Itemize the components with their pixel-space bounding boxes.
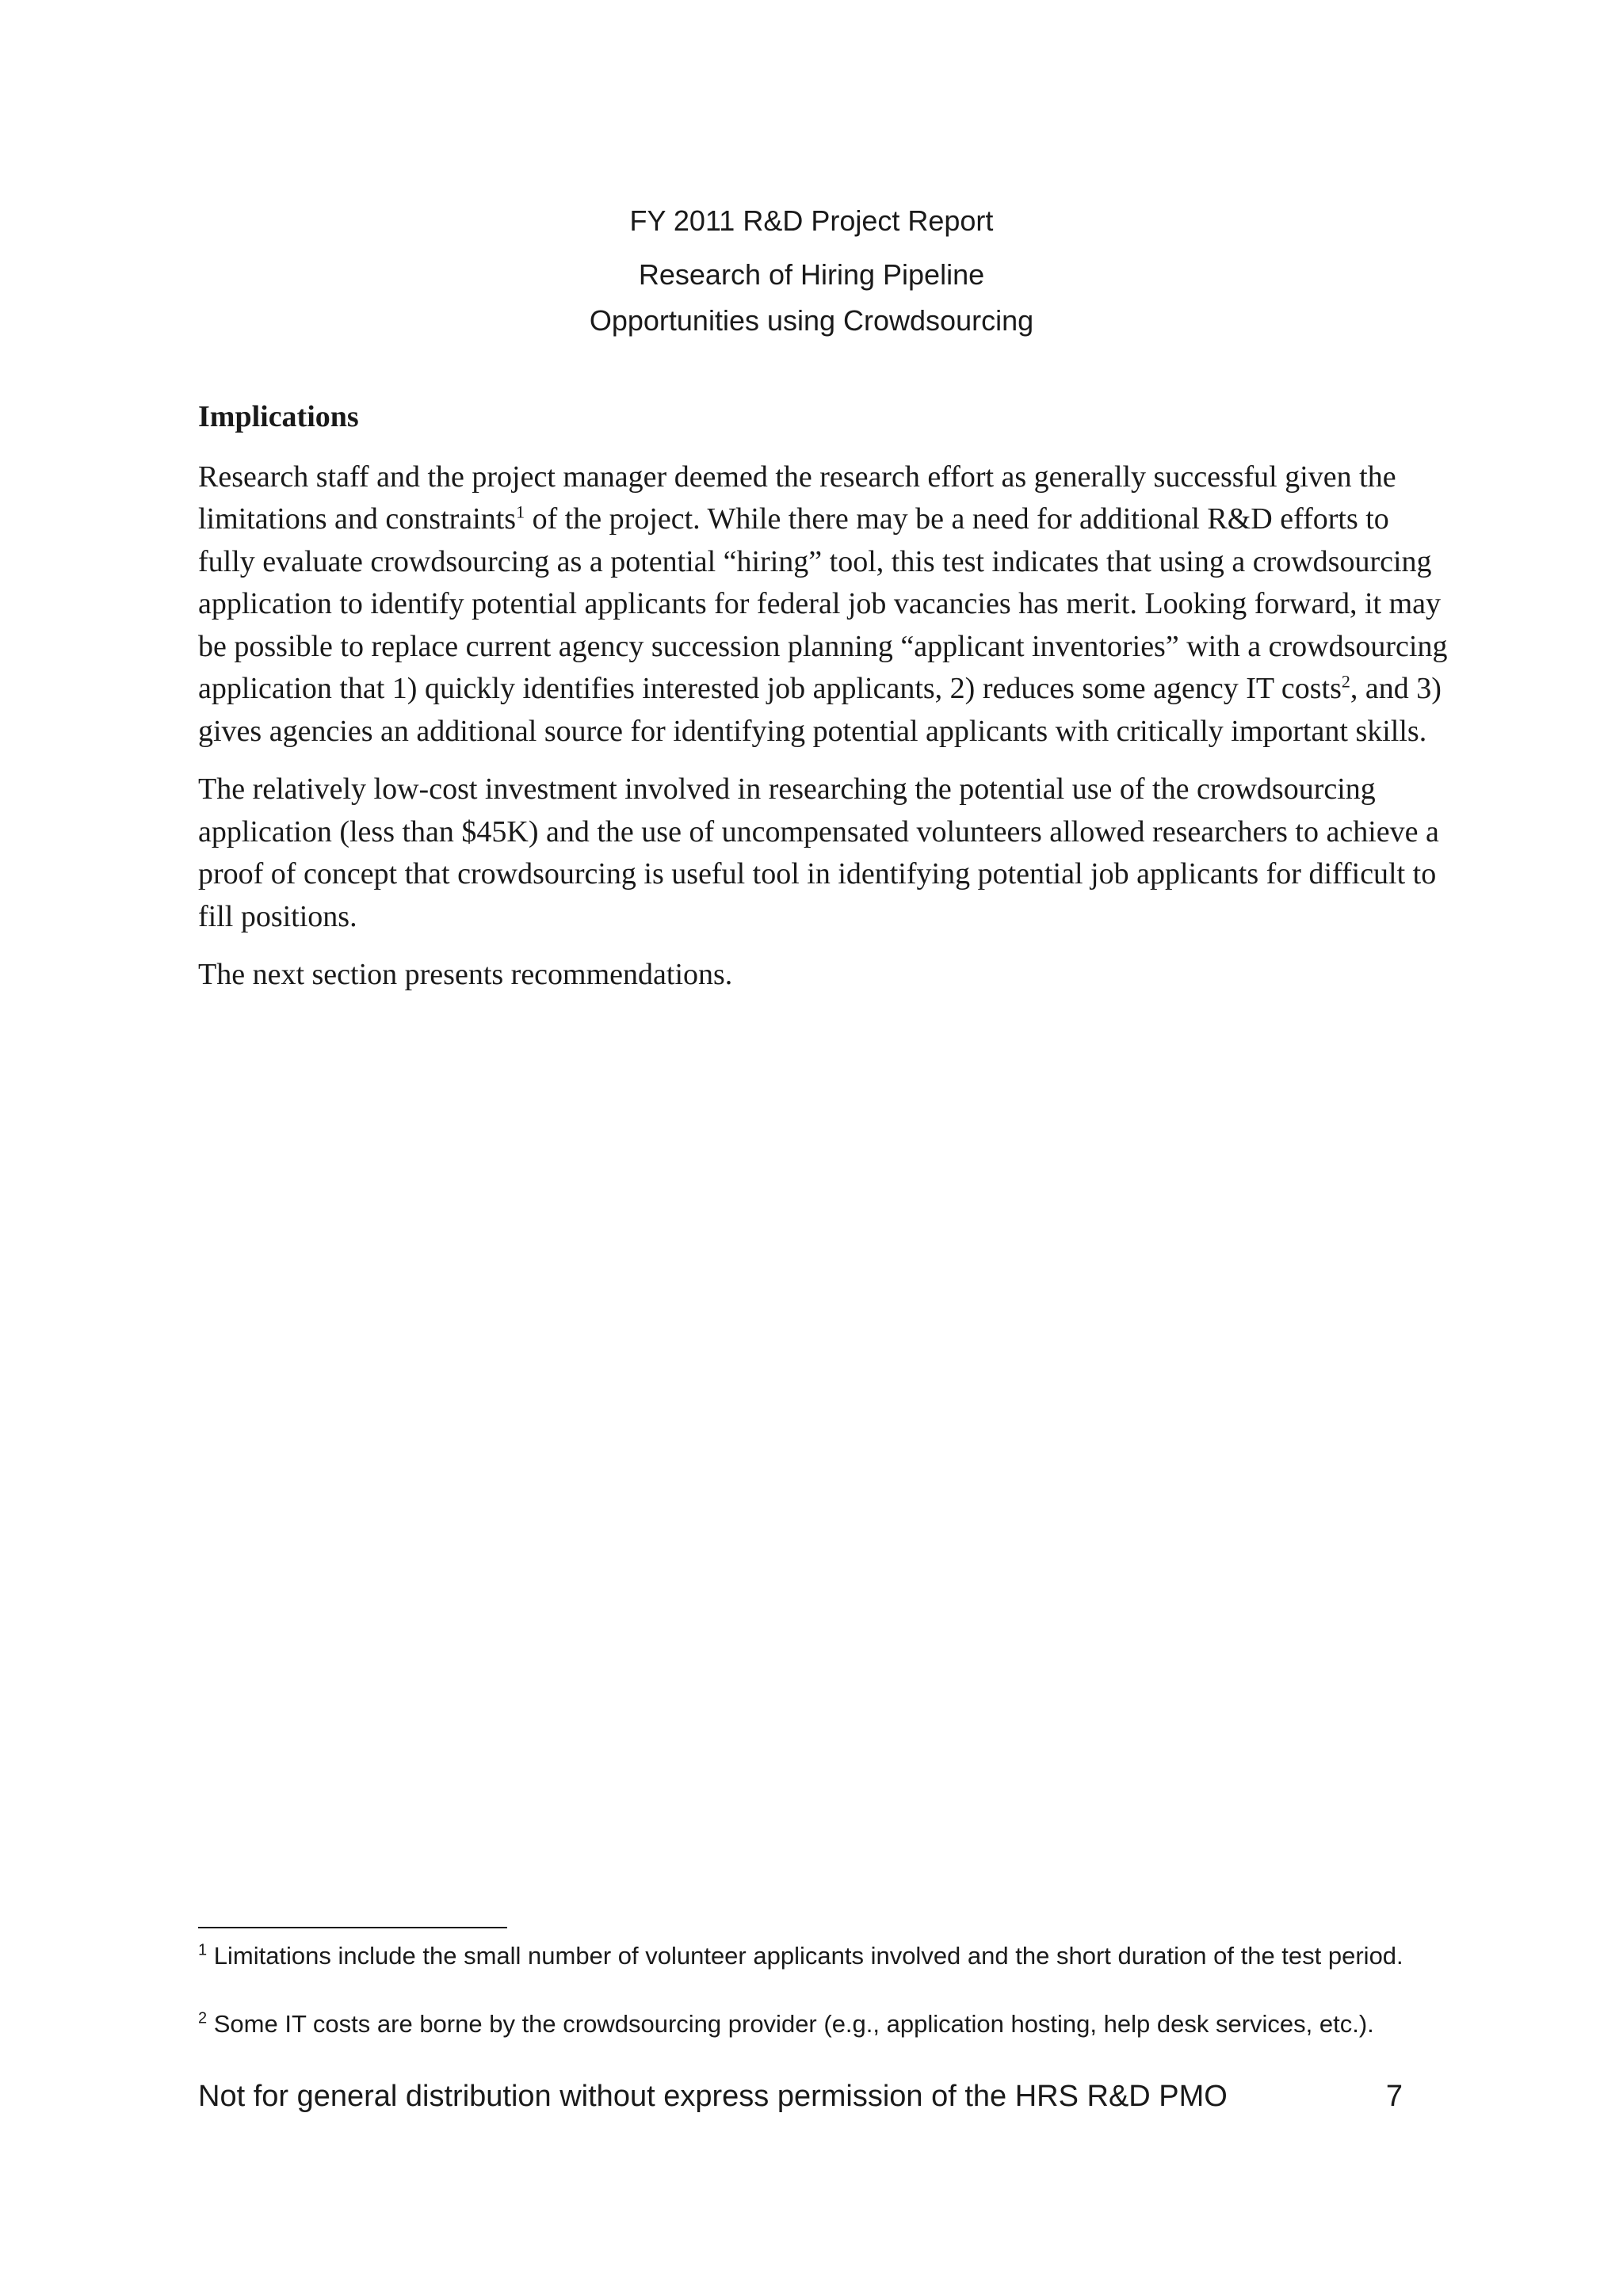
- report-subtitle-line1: Research of Hiring Pipeline: [638, 258, 985, 291]
- footnote-1-text: Limitations include the small number of volunteer applicants involved and the short duration of the test period.: [207, 1942, 1403, 1970]
- footnote-ref-1[interactable]: 1: [516, 502, 525, 522]
- paragraph-1-part-b: of the project. While there may be a need for additional R&D efforts to fully evaluate crowdsourcing as a potential “hiring” tool, this test indicates that using a crowdsourcing application to identify potential applicants for federal job vacancies has merit. Looking forward, it may be possible to replace current agency succession planning “applicant inventories” with a crowdsourcing application that 1) quickly identifies interested job applicants, 2) reduces some agency IT costs: [198, 502, 1448, 705]
- page-footer: [198, 2076, 1403, 2117]
- footnote-separator: [198, 1927, 507, 1928]
- footnote-2-text: Some IT costs are borne by the crowdsourcing provider (e.g., application hosting, help desk services, etc.).: [207, 2010, 1374, 2038]
- paragraph-1: [198, 456, 1450, 753]
- footnotes: [198, 1937, 1434, 2043]
- footnote-2-marker: 2: [198, 2009, 208, 2027]
- paragraph-1-part-c: , and 3) gives agencies an additional source for identifying potential applicants with critically important skills.: [198, 672, 1442, 748]
- document-header: [0, 198, 1623, 344]
- footnote-1-marker: 1: [198, 1941, 208, 1959]
- distribution-notice: Not for general distribution without express permission of the HRS R&D PMO: [198, 2080, 1228, 2113]
- report-title: FY 2011 R&D Project Report: [629, 204, 994, 237]
- paragraph-1-part-a: Research staff and the project manager deemed the research effort as generally successful given the limitations and constraints: [198, 460, 1396, 536]
- footnote-ref-2[interactable]: 2: [1341, 671, 1350, 692]
- section-heading: Implications: [198, 400, 359, 433]
- paragraph-2: The relatively low-cost investment involved in researching the potential use of the crowdsourcing application (less than $45K) and the use of uncompensated volunteers allowed researchers to achieve a proof of concept that crowdsourcing is useful tool in identifying potential job applicants for difficult to fill positions.: [198, 772, 1439, 933]
- page-number: 7: [1385, 2080, 1403, 2113]
- main-content: [198, 396, 1450, 1013]
- footnote-2: [198, 2005, 1434, 2043]
- paragraph-3: The next section presents recommendations.: [198, 958, 733, 991]
- footnote-1: [198, 1937, 1434, 1975]
- report-subtitle-line2: Opportunities using Crowdsourcing: [589, 304, 1034, 337]
